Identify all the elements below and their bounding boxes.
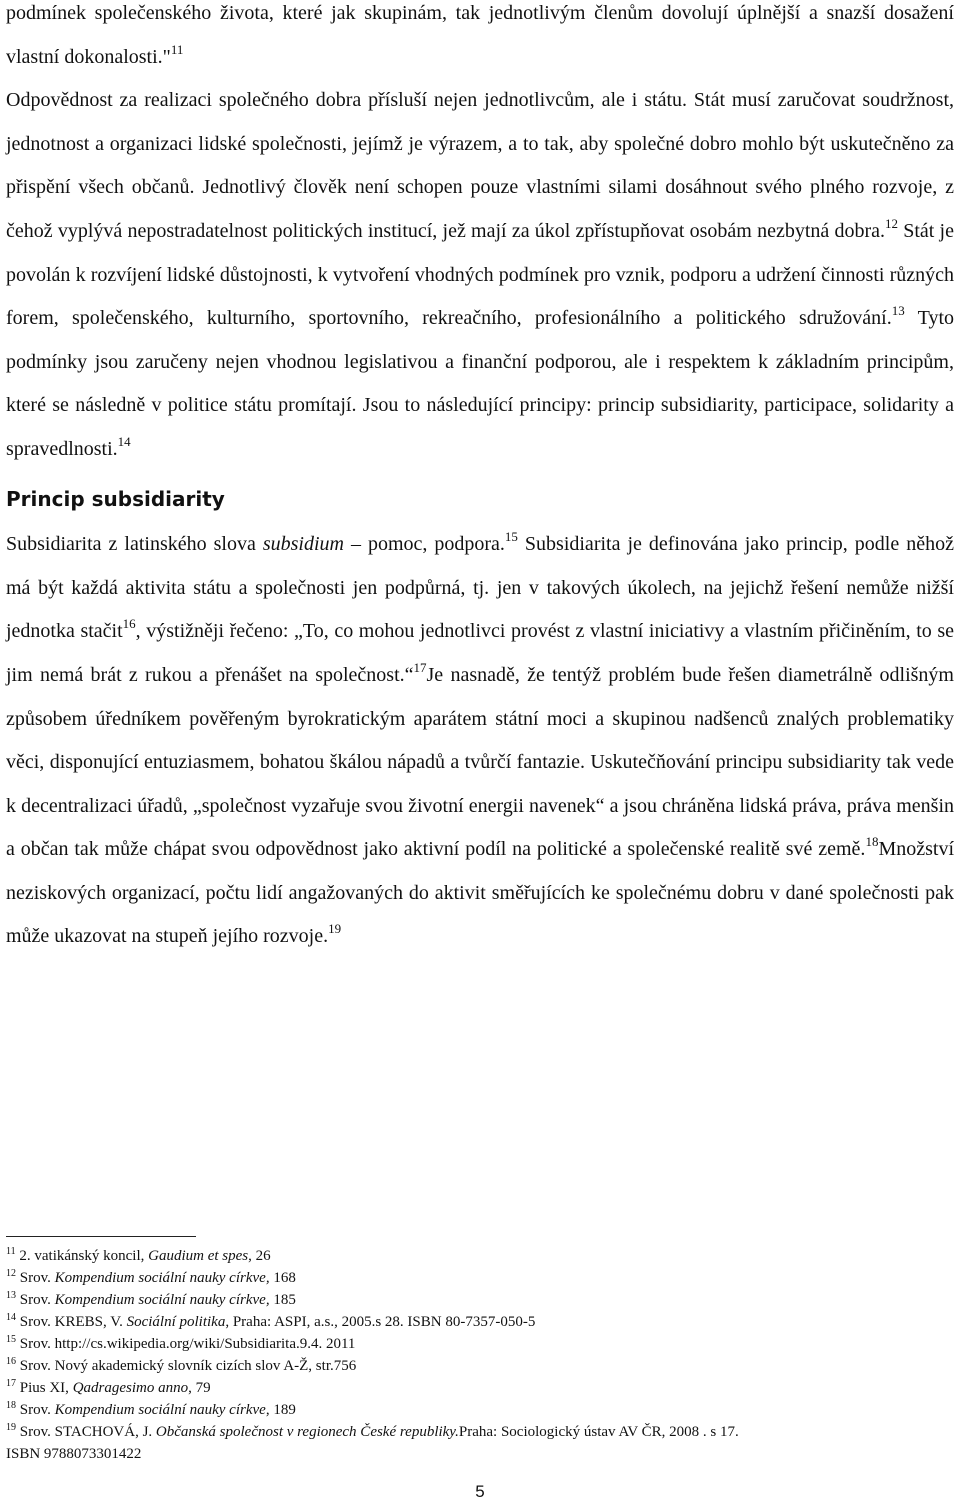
footnote-ref[interactable]: 17 xyxy=(413,659,427,675)
footnote-number: 17 xyxy=(6,1378,16,1389)
text-span: Tyto podmínky jsou zaručeny nejen vhodnou legislativou a finanční podporou, ale i respektem k základním principům, které se následně v politice státu promítají. Jsou to následující principy: princip subsidiarity, participace, solidarity a spravedlnosti. xyxy=(6,307,955,460)
footnote-text: Srov. xyxy=(19,1402,55,1418)
text-span: – pomoc, podpora. xyxy=(343,533,505,556)
footnote-continuation: ISBN 9788073301422 xyxy=(6,1446,142,1462)
footnote xyxy=(6,1245,954,1267)
footnote-ref[interactable]: 14 xyxy=(117,433,131,449)
footnotes xyxy=(6,1245,954,1465)
footnote-text: Srov. STACHOVÁ, J. xyxy=(19,1424,156,1440)
footnote-ref[interactable]: 11 xyxy=(170,41,184,57)
footnote-text: Srov. xyxy=(19,1270,55,1286)
footnote-text: , 26 xyxy=(248,1248,271,1264)
footnote-ref[interactable]: 15 xyxy=(504,529,518,545)
footnote-text: 168 xyxy=(269,1270,296,1286)
section-heading: Princip subsidiarity xyxy=(6,486,225,511)
footnote-ref[interactable]: 16 xyxy=(122,616,136,632)
footnote-text: Pius XI, xyxy=(19,1380,73,1396)
footnote-ref[interactable]: 13 xyxy=(891,303,905,319)
text-span: Množství neziskových organizací, počtu lidí angažovaných do aktivit směřujících ke společnému dobru v dané společnosti pak může ukazovat na stupeň jejího rozvoje. xyxy=(6,838,954,948)
footnote-ref[interactable]: 19 xyxy=(328,921,342,937)
page-number: 5 xyxy=(475,1482,485,1501)
footnote-number: 14 xyxy=(6,1312,16,1323)
footnote-number: 16 xyxy=(6,1356,16,1367)
footnote-italic: Občanská společnost v regionech České republiky. xyxy=(155,1424,459,1440)
footnote xyxy=(6,1399,954,1421)
footnote-separator xyxy=(6,1236,196,1237)
footnote-text: 185 xyxy=(269,1292,296,1308)
footnote-number: 13 xyxy=(6,1290,16,1301)
italic-term: subsidium xyxy=(262,533,344,556)
footnote-text: Praha: Sociologický ústav AV ČR, 2008 . s 17. xyxy=(458,1424,739,1440)
footnote-number: 19 xyxy=(6,1422,16,1433)
footnote-text: , 189 xyxy=(265,1402,296,1418)
text-span: Odpovědnost za realizaci společného dobra přísluší nejen jednotlivcům, ale i státu. Stát musí zaručovat soudržnost, jednotnost a organizaci lidské společnosti, jejímž je výrazem, a to tak, aby společné dobro mohlo být uskutečněno za přispění všech občanů. Jednotlivý člověk není schopen pouze vlastními silami dosáhnout svého plného rozvoje, z čehož vyplývá nepostradatelnost politických institucí, jež mají za úkol zpřístupňovat osobám nezbytná dobra. xyxy=(6,89,954,242)
paragraph-subsidiarity xyxy=(6,523,954,959)
text-span: , výstižněji řečeno: „To, co mohou jednotlivci provést z vlastní iniciativy a vlastním přičiněním, to se jim nemá brát z rukou a přenášet na společnost.“ xyxy=(6,620,954,686)
text-span: Stát je povolán k rozvíjení lidské důstojnosti, k vytvoření vhodných podmínek pro vznik, podporu a udržení činnosti různých forem, společenského, kulturního, sportovního, rekreačního, profesionálního a politického sdružování. xyxy=(6,219,954,330)
footnote-text: Srov. KREBS, V. xyxy=(19,1314,127,1330)
text-span: Subsidiarita je definována jako princip, podle něhož má být každá aktivita státu a společnosti jen podpůrná, tj. jen v takových úkolech, na jejichž řešení nemůže nižší jednotka stačit xyxy=(6,533,954,643)
paragraph-state-responsibility xyxy=(6,79,954,471)
footnote-italic: Gaudium et spes xyxy=(148,1248,249,1264)
footnote-number: 18 xyxy=(6,1400,16,1411)
body-text xyxy=(6,0,954,959)
footnote xyxy=(6,1289,954,1311)
paragraph-continuation xyxy=(6,0,954,79)
footnote-text: , Praha: ASPI, a.s., 2005.s 28. ISBN 80-7357-050-5 xyxy=(225,1314,536,1330)
footnote-number: 12 xyxy=(6,1268,16,1279)
footnote-number: 11 xyxy=(6,1246,16,1257)
footnote-italic: Kompendium sociální nauky církve xyxy=(54,1402,266,1418)
footnote-italic: Kompendium sociální nauky církve, xyxy=(54,1292,270,1308)
footnote xyxy=(6,1377,954,1399)
footnote xyxy=(6,1333,954,1355)
footnote-number: 15 xyxy=(6,1334,16,1345)
footnote-text: Srov. http://cs.wikipedia.org/wiki/Subsidiarita.9.4. 2011 xyxy=(19,1336,356,1352)
footnote xyxy=(6,1421,954,1443)
footnote-text: 2. vatikánský koncil, xyxy=(19,1248,149,1264)
footnote xyxy=(6,1267,954,1289)
text-span: Subsidiarita z latinského slova xyxy=(6,533,263,556)
footnote-italic: Kompendium sociální nauky církve, xyxy=(54,1270,270,1286)
footnote-ref[interactable]: 18 xyxy=(865,834,879,850)
footnote xyxy=(6,1311,954,1333)
footnote-italic: Qadragesimo anno xyxy=(72,1380,189,1396)
footnote-text: Srov. Nový akademický slovník cizích slov A-Ž, str.756 xyxy=(19,1358,357,1374)
footnote-text: Srov. xyxy=(19,1292,55,1308)
footnote-text: , 79 xyxy=(188,1380,211,1396)
footnote-ref[interactable]: 12 xyxy=(885,215,899,231)
text-span: podmínek společenského života, které jak skupinám, tak jednotlivým členům dovolují úplnější a snazší dosažení vlastní dokonalosti." xyxy=(6,2,954,68)
text-span: Je nasnadě, že tentýž problém bude řešen diametrálně odlišným způsobem úředníkem pověřeným byrokratickým aparátem státní moci a skupinou nadšenců znalých problematiky věci, disponující entuziasmem, bohatou škálou nápadů a tvůrčí fantazie. Uskutečňování principu subsidiarity tak vede k decentralizaci úřadů, „společnost vyzařuje svou životní energii navenek“ a jsou chráněna lidská práva, práva menšin a občan tak může chápat svou odpovědnost jako aktivní podíl na politické a společenské realitě své země. xyxy=(6,663,954,861)
footnote xyxy=(6,1355,954,1377)
footnote-italic: Sociální politika xyxy=(126,1314,226,1330)
